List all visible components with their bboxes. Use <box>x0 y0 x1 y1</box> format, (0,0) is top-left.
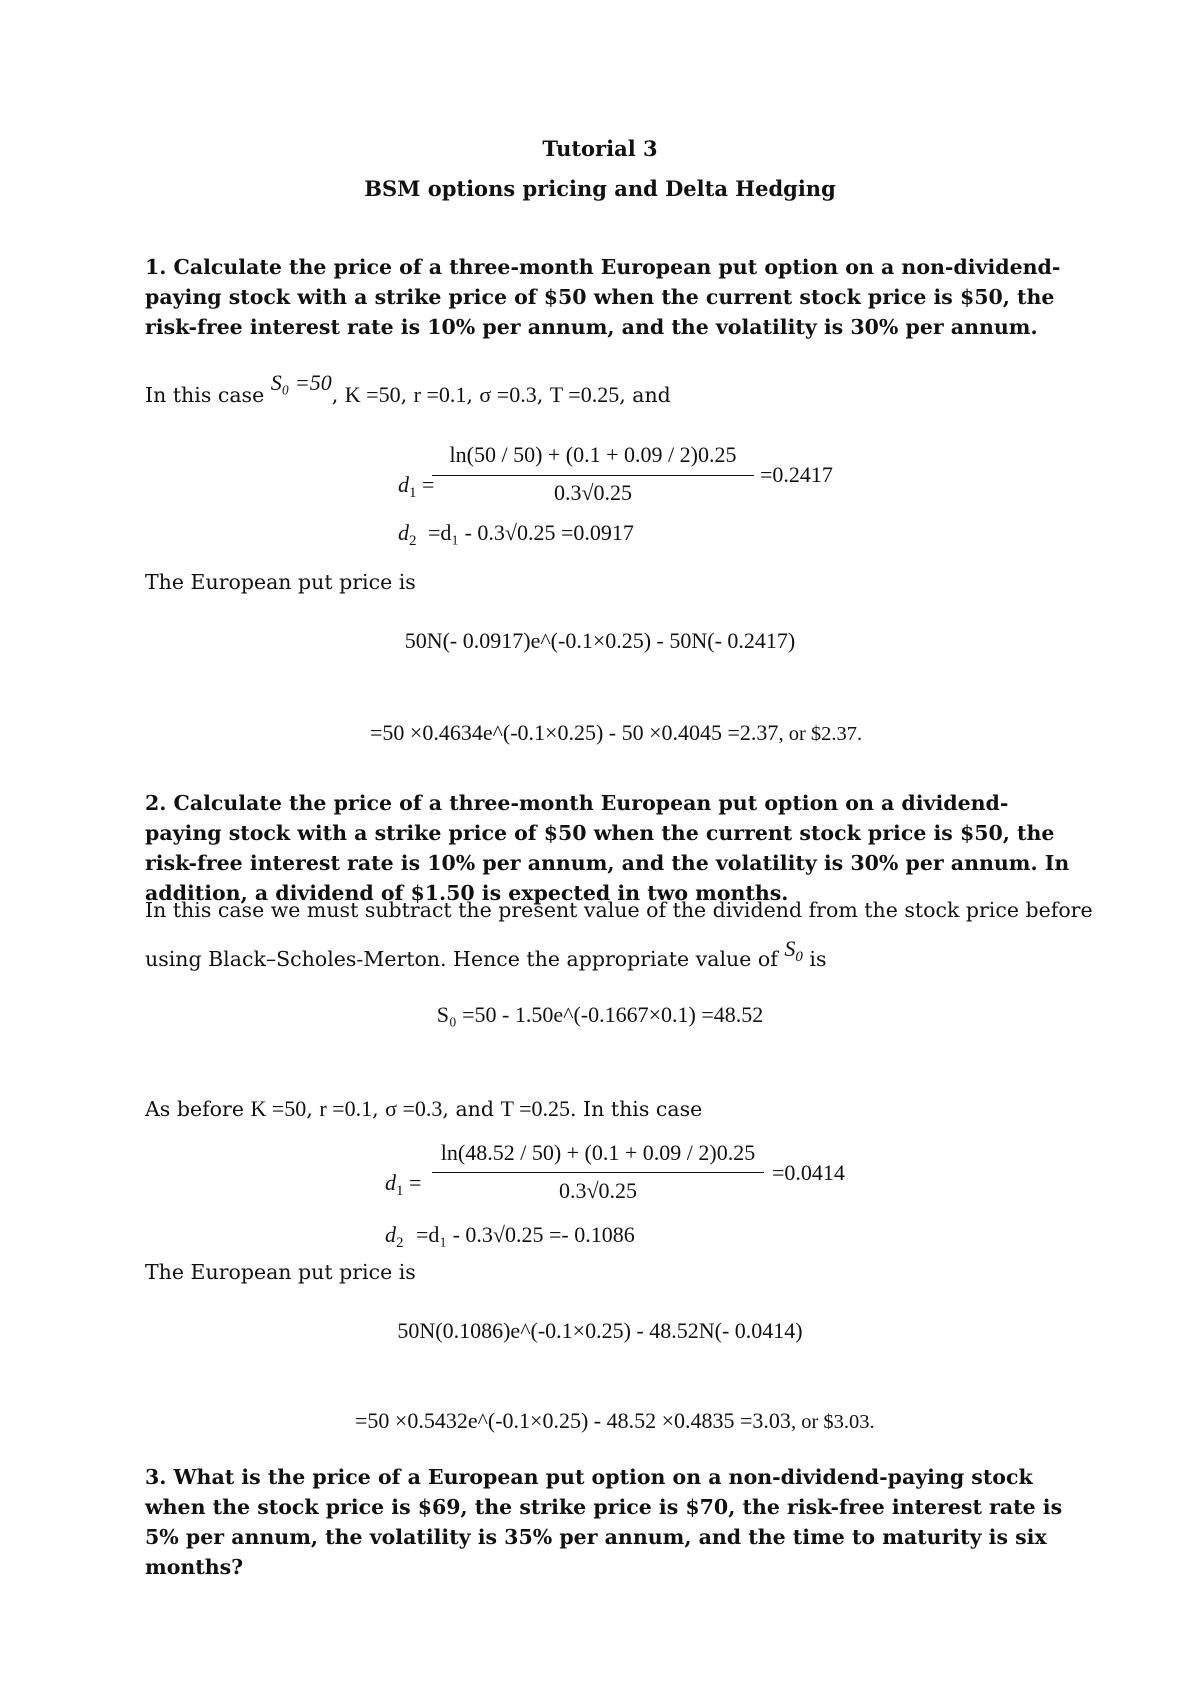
q1-answer: , or $2.37. <box>778 723 863 745</box>
q2-param-k: K =50 <box>250 1096 307 1121</box>
q2-param-r: r =0.1 <box>319 1096 373 1121</box>
q1-fraction-bar <box>432 475 754 476</box>
q1-d1-result: =0.2417 <box>760 462 833 487</box>
q1-put-intro: The European put price is <box>145 570 416 594</box>
q2-d1-label: $d_1$ = <box>385 1170 422 1199</box>
q2-explanation-2: using Black–Scholes-Merton. Hence the appropriate value of <box>145 947 778 971</box>
q1-d2-expr: =d₁ - 0.3√0.25 =0.0917 <box>428 520 634 545</box>
q2-param-sigma: σ =0.3 <box>385 1096 443 1121</box>
q2-put-calc-text: =50 ×0.5432e^(-0.1×0.25) - 48.52 ×0.4835 =3.03 <box>355 1408 791 1433</box>
question-3: 3. What is the price of a European put option on a non-dividend-paying stock when the stock price is $69, the strike price is $70, the risk-free interest rate is 5% per annum, the volatility is 35% per annum, and the time to maturity is six months? <box>145 1465 1063 1579</box>
q2-s0-calc: S₀ =50 - 1.50e^(-0.1667×0.1) =48.52 <box>436 1002 764 1027</box>
q1-param-s0: S₀ =50 <box>270 370 332 395</box>
q1-d2-label: $d_2$ <box>398 520 417 549</box>
q2-explanation-2-line <box>145 936 827 972</box>
q2-and: , and <box>442 1097 494 1121</box>
question-2: 2. Calculate the price of a three-month European put option on a dividend-paying stock with a strike price of $50 when the current stock price is $50, the risk-free interest rate is 10% per annum, and the volatility is 30% per annum. In addition, a dividend of $1.50 is expected in two months. <box>145 791 1070 905</box>
q2-d1-numerator: ln(48.52 / 50) + (0.1 + 0.09 / 2)0.25 <box>440 1140 756 1165</box>
q1-d1-denominator: 0.3√0.25 <box>553 480 633 505</box>
q2-d2-label: $d_2$ <box>385 1222 404 1251</box>
page-subtitle: BSM options pricing and Delta Hedging <box>364 176 836 201</box>
q1-put-calc <box>370 720 862 746</box>
q2-put-calc <box>355 1408 875 1434</box>
q1-put-formula: 50N(- 0.0917)e^(-0.1×0.25) - 50N(- 0.2417) <box>404 628 796 653</box>
q2-d1-denominator: 0.3√0.25 <box>558 1178 638 1203</box>
q2-d1-result: =0.0414 <box>772 1160 845 1185</box>
q2-explanation-1: In this case we must subtract the present value of the dividend from the stock price before <box>145 898 1093 922</box>
q1-param-t: T =0.25 <box>549 382 620 407</box>
q2-params-line: As before K =50, r =0.1, σ =0.3, and T =0.25. In this case <box>145 1096 703 1121</box>
q1-param-r: r =0.1 <box>413 382 467 407</box>
q2-put-intro: The European put price is <box>145 1260 416 1284</box>
q1-param-sigma: σ =0.3 <box>479 382 537 407</box>
q2-s0-symbol: $S_0$ <box>784 936 803 965</box>
q1-put-calc-text: =50 ×0.4634e^(-0.1×0.25) - 50 ×0.4045 =2.37 <box>370 720 779 745</box>
q2-d2-expr: =d₁ - 0.3√0.25 =- 0.1086 <box>416 1222 635 1247</box>
q1-d1-numerator: ln(50 / 50) + (0.1 + 0.09 / 2)0.25 <box>449 442 737 467</box>
q2-param-t: T =0.25 <box>500 1096 570 1121</box>
q2-fraction-bar <box>432 1172 764 1173</box>
q1-d1-label: $d_1$ = <box>398 472 435 501</box>
page-title: Tutorial 3 <box>542 136 658 161</box>
q2-put-formula: 50N(0.1086)e^(-0.1×0.25) - 48.52N(- 0.0414) <box>397 1318 803 1343</box>
q2-in-this-case: . In this case <box>569 1097 703 1121</box>
q2-answer: , or $3.03. <box>790 1411 875 1433</box>
q2-explanation-2-end: is <box>809 947 827 971</box>
q1-and: , and <box>619 383 671 407</box>
question-1: 1. Calculate the price of a three-month European put option on a non-dividend-paying stock with a strike price of $50 when the current stock price is $50, the risk-free interest rate is 10% per annum, and the volatility is 30% per annum. <box>145 255 1061 339</box>
q2-as-before: As before <box>145 1097 244 1121</box>
q1-params-line: In this case S₀ =50, K =50, r =0.1, σ =0.3, T =0.25, and <box>145 370 671 407</box>
q1-intro: In this case <box>145 383 265 407</box>
q1-param-k: K =50 <box>344 382 401 407</box>
